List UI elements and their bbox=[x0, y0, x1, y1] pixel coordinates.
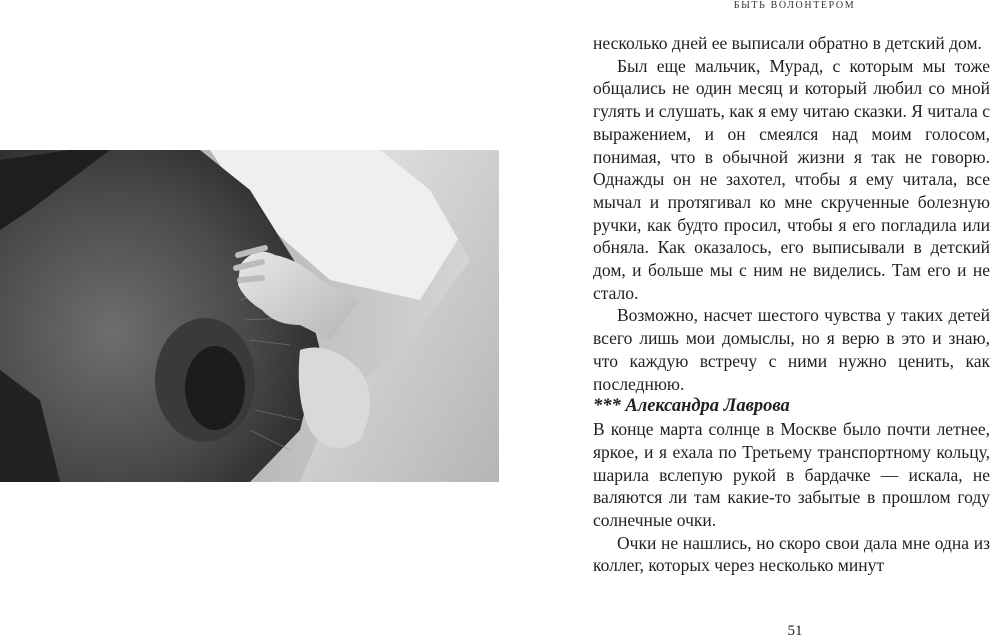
photo-horse-and-baby bbox=[0, 150, 499, 482]
section-heading: *** Александра Лаврова bbox=[593, 396, 790, 417]
paragraph-continuation: несколько дней ее выписали обратно в детский дом. bbox=[593, 33, 982, 53]
paragraph-glasses: Очки не нашлись, но скоро свои дала мне одна из коллег, которых через несколько минут bbox=[593, 532, 990, 576]
paragraph-sixth-sense: Возможно, насчет шестого чувства у таких детей всего лишь мои домыслы, но я верю в это и знаю, что каждую встречу с ними нужно ценить, как последнюю. bbox=[593, 305, 990, 394]
running-head: БЫТЬ ВОЛОНТЕРОМ bbox=[733, 0, 856, 11]
nostril-inner bbox=[185, 346, 245, 430]
page-number: 51 bbox=[787, 623, 803, 639]
paragraph-march: В конце марта солнце в Москве было почти летнее, яркое, и я ехала по Третьему транспортному кольцу, шарила вслепую рукой в бардачке — искала, не валяются ли там какие-то забытые в прошлом году солнечные очки. bbox=[593, 419, 990, 531]
text-column bbox=[593, 32, 990, 577]
paragraph-murad: Был еще мальчик, Мурад, с которым мы тоже общались не один месяц и который любил со мной гулять и слушать, как я ему читаю сказки. Я читала с выражением, и он смеялся над моим голосом, понимая, что в обычной жизни я так не говорю. Однажды он не захотел, чтобы я ему читала, все мычал и протягивал ко мне скрученные болезную ручки, как будто просил, чтобы я его погладила или обняла. Как оказалось, его выписывали в детский дом, и больше мы с ним не виделись. Там его и не стало. bbox=[593, 55, 990, 303]
